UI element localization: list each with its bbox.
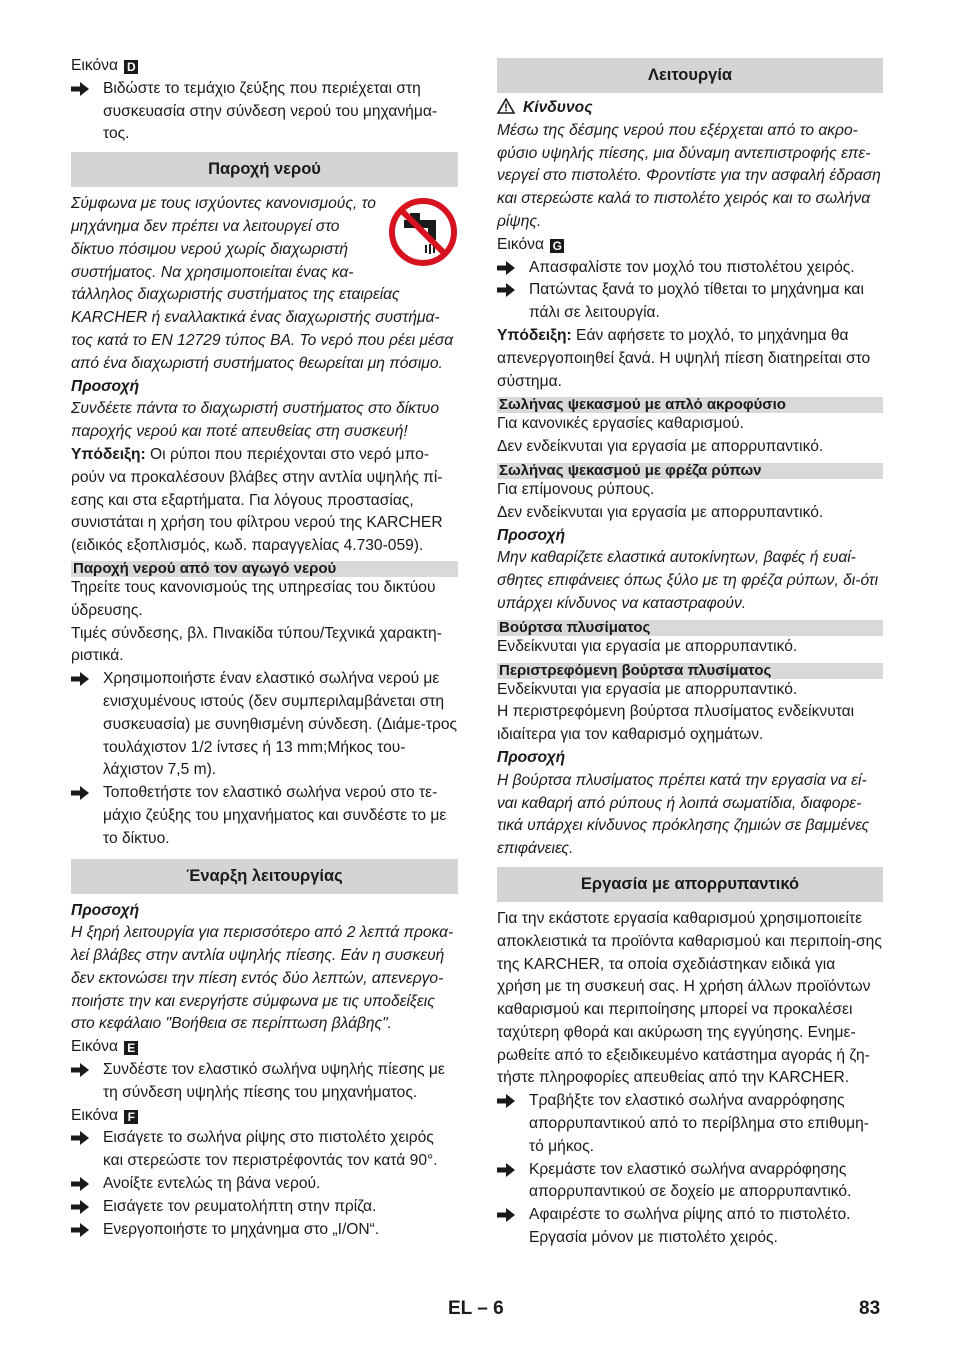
figure-letter-badge: G xyxy=(550,239,564,253)
caution-label: Προσοχή xyxy=(71,377,140,395)
instruction-step: Ενεργοποιήστε το μηχάνημα στο „I/ON“. xyxy=(71,1219,458,1242)
arrow-right-icon xyxy=(71,1200,89,1214)
instruction-step: Αφαιρέστε το σωλήνα ρίψης από το πιστολέτο. Εργασία μόνον με πιστολέτο χειρός. xyxy=(497,1204,883,1250)
instruction-step: Κρεμάστε τον ελαστικό σωλήνα αναρρόφησης απορρυπαντικού σε δοχείο με απορρυπαντικό. xyxy=(497,1159,883,1205)
left-column xyxy=(71,52,458,1241)
instruction-step: Βιδώστε το τεμάχιο ζεύξης που περιέχεται στη συσκευασία στην σύνδεση νερού του μηχανήμα-τος. xyxy=(71,78,458,146)
instruction-step: Πατώντας ξανά το μοχλό τίθεται το μηχάνημα και πάλι σε λειτουργία. xyxy=(497,279,883,325)
note-paragraph: Υπόδειξη: Οι ρύποι που περιέχονται στο νερό μπο-ρούν να προκαλέσουν βλάβες στην αντλία υψηλής πί-εσης και στα εξαρτήματα. Για λόγους προστασίας, συνιστάται η χρήση του φίλτρου νερού της KARCHER (ειδικός εξοπλισμός, κωδ. παραγγελίας 4.730-059). xyxy=(71,445,443,555)
danger-label: Κίνδυνος xyxy=(497,97,883,120)
instruction-step: Εισάγετε τον ρευματολήπτη στην πρίζα. xyxy=(71,1196,458,1219)
caution-label: Προσοχή xyxy=(71,901,140,919)
figure-letter-badge: D xyxy=(124,60,138,74)
arrow-right-icon xyxy=(71,786,89,800)
arrow-right-icon xyxy=(497,1094,515,1108)
note-paragraph: Υπόδειξη: Εάν αφήσετε το μοχλό, το μηχάνημα θα απενεργοποιηθεί ξανά. Η υψηλή πίεση διατηρείται στο σύστημα. xyxy=(497,326,871,390)
arrow-right-icon xyxy=(71,1223,89,1237)
right-column: Λειτουργία Κίνδυνος Μέσω της δέσμης νερού που εξέρχεται από το ακρο-φύσιο υψηλής πίεσης, μια δύναμη αντεπιστροφής επε-νεργεί στο πιστολέτο. Φροντίστε για την ασφαλή έδραση και στερεώστε καλά το πιστολέτο χειρός και το σωλήνα ρίψης. Εικόνα G Απασφαλίστε τον μοχλό του πιστολέτου χειρός. Πατώντας ξανά το μοχλό τίθεται το μηχάνημα και πάλι σε λειτουργία. Υπόδειξη: Εάν αφήσετε το μοχλό, το μηχάνημα θα απενεργοποιηθεί ξανά. Η υψηλή πίεση διατηρείται στο σύστημα. Σωλήνας ψεκασμού με απλό ακροφύσιο Για κανονικές εργασίες καθαρισμού. Δεν ενδείκνυται για εργασία με απορρυπαντικό. Σωλήνας ψεκασμού με φρέζα ρύπων Για επίμονους ρύπους. Δεν ενδείκνυται για εργασία με απορρυπαντικό. Προσοχή Μην καθαρίζετε ελαστικά αυτοκίνητων, βαφές ή ευαί-σθητες επιφάνειες όπως ξύλο με τη φρέζα ρύπων, δι-ότι υπάρχει κίνδυνος να καταστραφούν. Βούρτσα πλυσίματος Ενδείκνυται για εργασία με απορρυπαντικό. Περιστρεφόμενη βούρτσα πλυσίματος Ενδείκνυται για εργασία με απορρυπαντικό. Η περιστρεφόμενη βούρτσα πλυσίματος ενδείκνυται ιδιαίτερα για τον καθαρισμό οχημάτων. Προσοχή Η βούρτσα πλυσίματος πρέπει κατά την εργασία να εί-ναι καθαρή από ρύπους ή λοιπά σωματίδια, διαφορε-τικά υπάρχει κίνδυνος πρόκλησης ζημιών σε βαμμένες επιφάνειες. Εργασία με απορρυπαντικό Για την εκάστοτε εργασία καθαρισμού χρησιμοποιείτε αποκλειστικά τα προϊόντα καθαρισμού και περιποίη-σης της KARCHER, τα οποία σχεδιάστηκαν ειδικά για χρήση με τη συσκευή σας. Η χρήση άλλων προϊόντων καθαρισμού και περιποίησης μπορεί να προκαλέσει ταχύτερη φθορά και ακύρωση της εγγύησης. Ενημε-ρωθείτε από το εξειδικευμένο κατάστημα αγοράς ή ζη-τήστε πληροφορίες απευθείας από την KARCHER. Τραβήξτε τον ελαστικό σωλήνα αναρρόφησης απορρυπαντικού από το περίβλημα στο επιθυμη-τό μήκος. Κρεμάστε τον ελαστικό σωλήνα αναρρόφησης απορρυπαντικού σε δοχείο με απορρυπαντικό. Αφαιρέστε το σωλήνα ρίψης από το πιστολέτο. Εργασία μόνον με πιστολέτο χειρός. xyxy=(497,58,883,1250)
arrow-right-icon xyxy=(71,82,89,96)
arrow-right-icon xyxy=(497,1163,515,1177)
instruction-step: Απασφαλίστε τον μοχλό του πιστολέτου χειρός. xyxy=(497,257,883,280)
subsection-header-simple-nozzle: Σωλήνας ψεκασμού με απλό ακροφύσιο xyxy=(497,397,883,413)
operation-section: Κίνδυνος Μέσω της δέσμης νερού που εξέρχεται από το ακρο-φύσιο υψηλής πίεσης, μια δύναμη αντεπιστροφής επε-νεργεί στο πιστολέτο. Φροντίστε για την ασφαλή έδραση και στερεώστε καλά το πιστολέτο χειρός και το σωλήνα ρίψης. Εικόνα G Απασφαλίστε τον μοχλό του πιστολέτου χειρός. Πατώντας ξανά το μοχλό τίθεται το μηχάνημα και πάλι σε λειτουργία. Υπόδειξη: Εάν αφήσετε το μοχλό, το μηχάνημα θα απενεργοποιηθεί ξανά. Η υψηλή πίεση διατηρείται στο σύστημα. xyxy=(497,97,883,393)
subsection-header-wash-brush: Βούρτσα πλυσίματος xyxy=(497,620,883,636)
figure-letter-badge: E xyxy=(124,1041,138,1055)
instruction-step: Τοποθετήστε τον ελαστικό σωλήνα νερού στο τε-μάχιο ζεύξης του μηχανήματος και συνδέστε το με το δίκτυο. xyxy=(71,782,458,850)
section-header-operation: Λειτουργία xyxy=(497,58,883,93)
figure-ref-f: Εικόνα F xyxy=(71,1105,458,1128)
page-number: 83 xyxy=(859,1298,881,1319)
figure-ref-e: Εικόνα E xyxy=(71,1036,458,1059)
no-drinking-water-icon xyxy=(388,195,458,269)
arrow-right-icon xyxy=(497,1208,515,1222)
subsection-header-mains: Παροχή νερού από τον αγωγό νερού xyxy=(71,561,458,577)
arrow-right-icon xyxy=(497,283,515,297)
section-header-detergent: Εργασία με απορρυπαντικό xyxy=(497,867,883,902)
caution-label: Προσοχή xyxy=(497,526,566,544)
arrow-right-icon xyxy=(497,261,515,275)
subsection-header-rotating-brush: Περιστρεφόμενη βούρτσα πλυσίματος xyxy=(497,663,883,679)
water-supply-section: Σύμφωνα με τους ισχύοντες κανονισμούς, το μηχάνημα δεν πρέπει να λειτουργεί στο δίκτυο πόσιμου νερού χωρίς διαχωριστή συστήματος. Να χρησιμοποιείται ένας κα-τάλληλος διαχωριστής συστήματος της εταιρείας KARCHER ή εναλλακτικά ένας διαχωριστής συστήμα-τος κατά το EN 12729 τύπος BA. Το νερό που ρέει μέσα από ένα διαχωριστή συστήματος θεωρείται μη πόσιμο. Προσοχή Συνδέετε πάντα το διαχωριστή συστήματος στο δίκτυο παροχής νερού και ποτέ απευθείας στη συσκευή! Υπόδειξη: Οι ρύποι που περιέχονται στο νερό μπο-ρούν να προκαλέσουν βλάβες στην αντλία υψηλής πί-εσης και στα εξαρτήματα. Για λόγους προστασίας, συνιστάται η χρήση του φίλτρου νερού της KARCHER (ειδικός εξοπλισμός, κωδ. παραγγελίας 4.730-059). xyxy=(71,193,458,558)
arrow-right-icon xyxy=(71,1131,89,1145)
figure-ref-d: Εικόνα D xyxy=(71,55,458,78)
footer-section-label: EL – 6 xyxy=(448,1298,504,1319)
figure-letter-badge: F xyxy=(124,1110,138,1124)
warning-triangle-icon xyxy=(497,98,515,114)
section-header-water-supply: Παροχή νερού xyxy=(71,152,458,187)
subsection-header-dirt-blaster: Σωλήνας ψεκασμού με φρέζα ρύπων xyxy=(497,463,883,479)
detergent-section: Για την εκάστοτε εργασία καθαρισμού χρησιμοποιείτε αποκλειστικά τα προϊόντα καθαρισμού και περιποίη-σης της KARCHER, τα οποία σχεδιάστηκαν ειδικά για χρήση με τη συσκευή σας. Η χρήση άλλων προϊόντων καθαρισμού και περιποίησης μπορεί να προκαλέσει ταχύτερη φθορά και ακύρωση της εγγύησης. Ενημε-ρωθείτε από το εξειδικευμένο κατάστημα αγοράς ή ζη-τήστε πληροφορίες απευθείας από την KARCHER. Τραβήξτε τον ελαστικό σωλήνα αναρρόφησης απορρυπαντικού από το περίβλημα στο επιθυμη-τό μήκος. Κρεμάστε τον ελαστικό σωλήνα αναρρόφησης απορρυπαντικού σε δοχείο με απορρυπαντικό. Αφαιρέστε το σωλήνα ρίψης από το πιστολέτο. Εργασία μόνον με πιστολέτο χειρός. xyxy=(497,908,883,1250)
instruction-step: Συνδέστε τον ελαστικό σωλήνα υψηλής πίεσης με τη σύνδεση υψηλής πίεσης του μηχανήματος. xyxy=(71,1059,458,1105)
instruction-step: Ανοίξτε εντελώς τη βάνα νερού. xyxy=(71,1173,458,1196)
arrow-right-icon xyxy=(71,1177,89,1191)
instruction-step: Τραβήξτε τον ελαστικό σωλήνα αναρρόφησης απορρυπαντικού από το περίβλημα στο επιθυμη-τό μήκος. xyxy=(497,1090,883,1158)
caution-label: Προσοχή xyxy=(497,748,566,766)
arrow-right-icon xyxy=(71,672,89,686)
mains-section: Τηρείτε τους κανονισμούς της υπηρεσίας του δικτύου ύδρευσης. Τιμές σύνδεσης, βλ. Πινακίδα τύπου/Τεχνικά χαρακτη-ριστικά. Χρησιμοποιήστε έναν ελαστικό σωλήνα νερού με ενισχυμένους ιστούς (δεν συμπεριλαμβάνεται στη συσκευασία) με συνηθισμένη σύνδεση. (Διάμε-τρος τουλάχιστον 1/2 ίντσες ή 13 mm;Μήκος του-λάχιστον 7,5 m). Τοποθετήστε τον ελαστικό σωλήνα νερού στο τε-μάχιο ζεύξης του μηχανήματος και συνδέστε το με το δίκτυο. xyxy=(71,577,458,851)
figure-ref-g: Εικόνα G xyxy=(497,234,883,257)
arrow-right-icon xyxy=(71,1063,89,1077)
section-header-startup: Έναρξη λειτουργίας xyxy=(71,859,458,894)
instruction-step: Εισάγετε το σωλήνα ρίψης στο πιστολέτο χειρός και στερεώστε τον περιστρέφοντάς τον κατά 90°. xyxy=(71,1127,458,1173)
instruction-step: Χρησιμοποιήστε έναν ελαστικό σωλήνα νερού με ενισχυμένους ιστούς (δεν συμπεριλαμβάνεται στη συσκευασία) με συνηθισμένη σύνδεση. (Διάμε-τρος τουλάχιστον 1/2 ίντσες ή 13 mm;Μήκος του-λάχιστον 7,5 m). xyxy=(71,668,458,782)
startup-section: Προσοχή Η ξηρή λειτουργία για περισσότερο από 2 λεπτά προκα-λεί βλάβες στην αντλία υψηλής πίεσης. Εάν η συσκευή δεν εκτονώσει την πίεση εντός δύο λεπτών, απενεργο-ποιήστε την και ενεργήστε σύμφωνα με τις υποδείξεις στο κεφάλαιο "Βοήθεια σε περίπτωση βλάβης". Εικόνα E Συνδέστε τον ελαστικό σωλήνα υψηλής πίεσης με τη σύνδεση υψηλής πίεσης του μηχανήματος. Εικόνα F Εισάγετε το σωλήνα ρίψης στο πιστολέτο χειρός και στερεώστε τον περιστρέφοντάς τον κατά 90°. Ανοίξτε εντελώς τη βάνα νερού. Εισάγετε τον ρευματολήπτη στην πρίζα. Ενεργοποιήστε το μηχάνημα στο „I/ON“. xyxy=(71,900,458,1242)
